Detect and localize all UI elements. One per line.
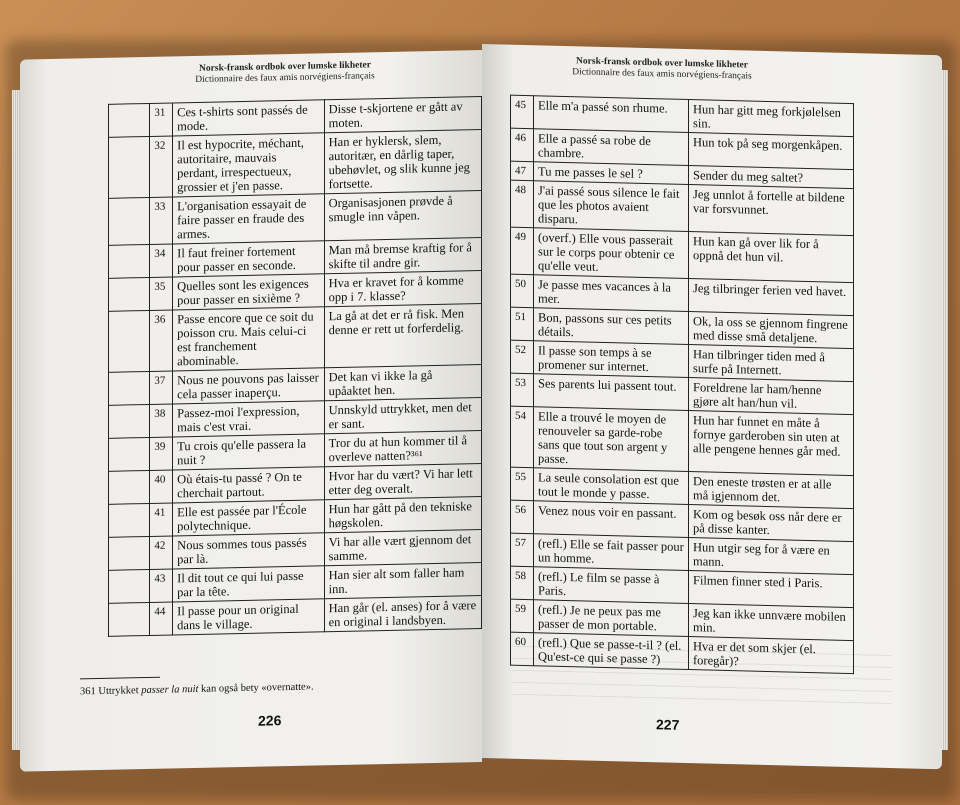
entry-number: 59 — [511, 599, 534, 633]
dictionary-table — [510, 95, 854, 674]
norwegian-translation: Hun har funnet en måte å fornye garderoben sin uten at alle pengene hennes går med. — [689, 411, 854, 476]
entry-number: 40 — [150, 470, 173, 503]
runhead-subtitle: Dictionnaire des faux amis norvégiens-français — [572, 67, 752, 82]
french-sentence: Il passe pour un original dans le village. — [173, 599, 324, 635]
french-sentence: Passez-moi l'expression, mais c'est vrai. — [173, 401, 324, 437]
french-sentence: (refl.) Le film se passe à Paris. — [534, 567, 689, 604]
norwegian-translation: La gå at det er rå fisk. Men denne er rett ut forferdelig. — [324, 304, 481, 368]
blank-cell — [109, 536, 150, 570]
runhead-title: Norsk-fransk ordbok over lumske likheter — [199, 60, 371, 74]
norwegian-translation: Jeg kan ikke unnvære mobilen min. — [689, 604, 854, 641]
left-page — [20, 50, 482, 772]
blank-cell — [109, 244, 150, 278]
entry-number: 32 — [150, 136, 173, 197]
blank-cell — [109, 371, 150, 405]
entry-number: 31 — [150, 103, 173, 136]
entry-number: 53 — [511, 373, 534, 407]
french-sentence: La seule consolation est que tout le monde y passe. — [534, 468, 689, 505]
blank-cell — [109, 470, 150, 504]
norwegian-translation: Hun har gitt meg forkjølelsen sin. — [689, 100, 854, 137]
norwegian-translation: Han går (el. anses) for å være en original i landsbyen. — [324, 596, 481, 632]
entry-number: 45 — [511, 95, 534, 129]
norwegian-translation: Organisasjonen prøvde å smugle inn våpen. — [324, 191, 481, 241]
norwegian-translation: Han sier alt som faller ham inn. — [324, 563, 481, 599]
entry-number: 60 — [511, 632, 534, 666]
entry-number: 46 — [511, 128, 534, 162]
french-sentence: J'ai passé sous silence le fait que les photos avaient disparu. — [534, 181, 689, 232]
entry-number: 54 — [511, 406, 534, 468]
norwegian-translation: Vi har alle vært gjennom det samme. — [324, 530, 481, 566]
blank-cell — [109, 437, 150, 471]
norwegian-translation: Det kan vi ikke la gå upåaktet hen. — [324, 365, 481, 401]
entry-number: 37 — [150, 371, 173, 404]
footnote-text-italic: passer la nuit — [141, 683, 199, 697]
french-sentence: Nous ne pouvons pas laisser cela passer inaperçu. — [173, 368, 324, 404]
norwegian-translation: Jeg tilbringer ferien ved havet. — [689, 279, 854, 316]
blank-cell — [109, 197, 150, 245]
norwegian-translation: Unnskyld uttrykket, men det er sant. — [324, 398, 481, 434]
entry-number: 38 — [150, 404, 173, 437]
entry-number: 35 — [150, 277, 173, 310]
table-row — [511, 180, 854, 235]
french-sentence: Il dit tout ce qui lui passe par la tête. — [173, 566, 324, 602]
footnote-text-post: kan også bety «overnatte». — [201, 681, 314, 695]
entry-number: 36 — [150, 310, 173, 371]
norwegian-translation: Hvor har du vært? Vi har lett etter deg overalt. — [324, 464, 481, 500]
table-row — [511, 406, 854, 475]
blank-cell — [109, 136, 150, 198]
french-sentence: (refl.) Elle se fait passer pour un homme. — [534, 534, 689, 571]
french-sentence: Je passe mes vacances à la mer. — [534, 275, 689, 312]
norwegian-translation: Disse t-skjortene er gått av moten. — [324, 97, 481, 133]
entry-number: 52 — [511, 340, 534, 374]
norwegian-translation: Man må bremse kraftig for å skifte til andre gir. — [324, 238, 481, 274]
blank-cell — [109, 602, 150, 636]
norwegian-translation: Hva er kravet for å komme opp i 7. klasse? — [324, 271, 481, 307]
norwegian-translation: Hun har gått på den tekniske høgskolen. — [324, 497, 481, 533]
entry-number: 56 — [511, 500, 534, 534]
show-through — [512, 645, 892, 704]
french-sentence: Il est hypocrite, méchant, autoritaire, mauvais perdant, irrespectueux, grossier et j'en passe. — [173, 133, 324, 197]
entry-number: 58 — [511, 566, 534, 600]
french-sentence: Il faut freiner fortement pour passer en seconde. — [173, 241, 324, 277]
norwegian-translation: Hun tok på seg morgenkåpen. — [689, 133, 854, 170]
page-number: 227 — [656, 716, 680, 733]
table-row — [109, 130, 482, 199]
right-page — [482, 44, 942, 769]
blank-cell — [109, 503, 150, 537]
entry-number: 43 — [150, 569, 173, 602]
blank-cell — [109, 103, 150, 137]
table-row — [109, 191, 482, 246]
page-number: 226 — [258, 712, 282, 729]
french-sentence: Tu crois qu'elle passera la nuit ? — [173, 434, 324, 470]
french-sentence: L'organisation essayait de faire passer en fraude des armes. — [173, 194, 324, 244]
norwegian-translation: Hun utgir seg for å være en mann. — [689, 538, 854, 575]
french-sentence: Bon, passons sur ces petits détails. — [534, 308, 689, 345]
footnote-rule — [80, 677, 160, 680]
runhead-title: Norsk-fransk ordbok over lumske likheter — [576, 56, 748, 71]
norwegian-translation: Ok, la oss se gjennom fingrene med disse små detaljene. — [689, 312, 854, 349]
entry-number: 33 — [150, 197, 173, 244]
french-sentence: (refl.) Je ne peux pas me passer de mon portable. — [534, 600, 689, 637]
norwegian-translation: Hun kan gå over lik for å oppnå det hun vil. — [689, 232, 854, 283]
norwegian-translation: Hva er det som skjer (el. foregår)? — [689, 637, 854, 674]
footnote-number: 361 — [80, 686, 96, 698]
table-row — [109, 304, 482, 373]
french-sentence: Passe encore que ce soit du poisson cru. Mais celui-ci est franchement abominable. — [173, 307, 324, 371]
norwegian-translation: Han tilbringer tiden med å surfe på Internett. — [689, 345, 854, 382]
norwegian-translation: Foreldrene lar ham/henne gjøre alt han/hun vil. — [689, 378, 854, 415]
french-sentence: Elle est passée par l'École polytechnique. — [173, 500, 324, 536]
entry-number: 55 — [511, 467, 534, 501]
french-sentence: (refl.) Que se passe-t-il ? (el. Qu'est-ce qui se passe ?) — [534, 633, 689, 670]
french-sentence: Il passe son temps à se promener sur internet. — [534, 341, 689, 378]
entry-number: 51 — [511, 307, 534, 341]
blank-cell — [109, 569, 150, 603]
runhead-subtitle: Dictionnaire des faux amis norvégiens-français — [195, 71, 375, 86]
norwegian-translation: Sender du meg saltet? — [689, 166, 854, 189]
entry-number: 57 — [511, 533, 534, 567]
entry-number: 41 — [150, 503, 173, 536]
french-sentence: Elle m'a passé son rhume. — [534, 96, 689, 133]
running-header — [552, 56, 772, 83]
entry-number: 44 — [150, 602, 173, 635]
entry-number: 48 — [511, 180, 534, 228]
french-sentence: (overf.) Elle vous passerait sur le corps pour obtenir ce qu'elle veut. — [534, 228, 689, 279]
entry-number: 39 — [150, 437, 173, 470]
norwegian-translation: Den eneste trøsten er at alle må igjennom det. — [689, 472, 854, 509]
entry-number: 47 — [511, 161, 534, 181]
entry-number: 49 — [511, 227, 534, 275]
blank-cell — [109, 404, 150, 438]
footnote — [80, 682, 314, 698]
french-sentence: Elle a trouvé le moyen de renouveler sa garde-robe sans que tout son argent y passe. — [534, 407, 689, 472]
norwegian-translation: Filmen finner sted i Paris. — [689, 571, 854, 608]
running-header — [170, 60, 400, 87]
entry-number: 42 — [150, 536, 173, 569]
french-sentence: Tu me passes le sel ? — [534, 162, 689, 185]
entry-number: 34 — [150, 244, 173, 277]
table-row — [511, 227, 854, 282]
french-sentence: Elle a passé sa robe de chambre. — [534, 129, 689, 166]
french-sentence: Où étais-tu passé ? On te cherchait partout. — [173, 467, 324, 503]
entry-number: 50 — [511, 274, 534, 308]
table-row — [109, 596, 482, 637]
french-sentence: Nous sommes tous passés par là. — [173, 533, 324, 569]
blank-cell — [109, 310, 150, 372]
french-sentence: Quelles sont les exigences pour passer en sixième ? — [173, 274, 324, 310]
norwegian-translation: Kom og besøk oss når dere er på disse kanter. — [689, 505, 854, 542]
french-sentence: Venez nous voir en passant. — [534, 501, 689, 538]
french-sentence: Ces t-shirts sont passés de mode. — [173, 100, 324, 136]
blank-cell — [109, 277, 150, 311]
norwegian-translation: Jeg unnlot å fortelle at bildene var forsvunnet. — [689, 185, 854, 236]
footnote-text-pre: Uttrykket — [98, 685, 139, 698]
dictionary-table — [108, 96, 482, 637]
french-sentence: Ses parents lui passent tout. — [534, 374, 689, 411]
norwegian-translation: Han er hyklersk, slem, autoritær, en dårlig taper, ubehøvlet, og slik kunne jeg fortsette. — [324, 130, 481, 194]
norwegian-translation: Tror du at hun kommer til å overleve natten?³⁶¹ — [324, 431, 481, 467]
